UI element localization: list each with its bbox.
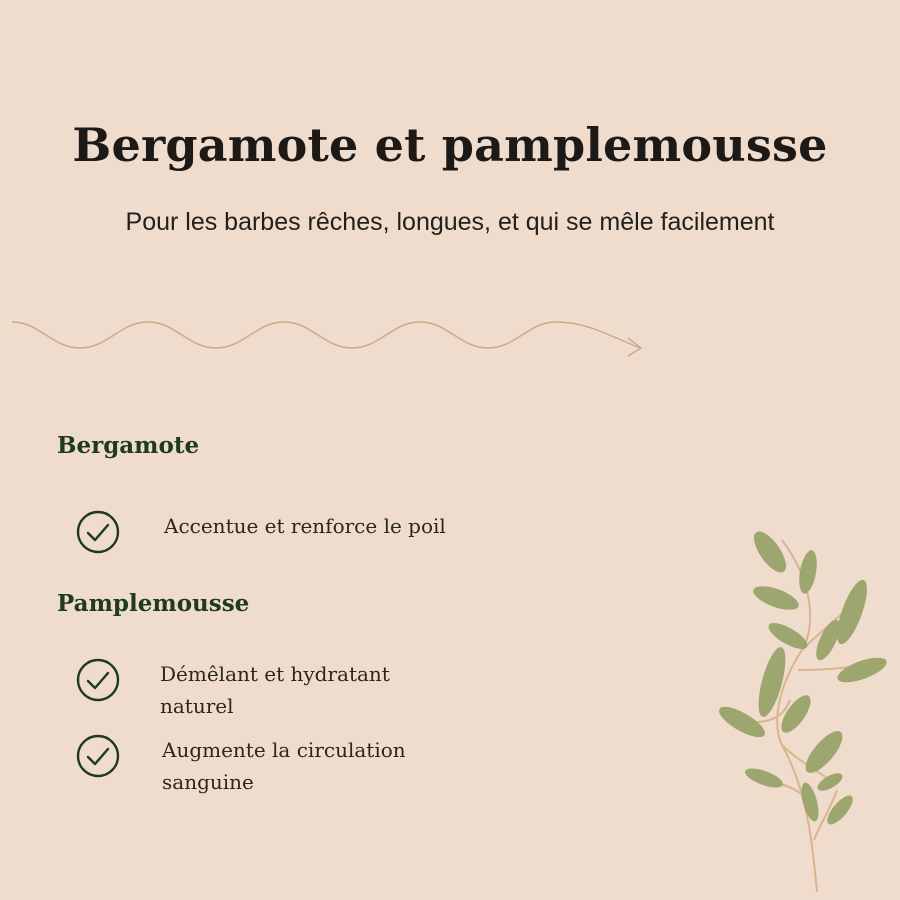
wavy-arrow-icon (12, 312, 652, 362)
list-item (76, 658, 450, 722)
check-circle-icon (76, 734, 120, 778)
page-subtitle: Pour les barbes rêches, longues, et qui se mêle facilement (125, 208, 775, 236)
page-title: Bergamote et pamplemousse (72, 118, 828, 172)
section-heading-bergamote: Bergamote (57, 432, 200, 459)
check-circle-icon (76, 510, 120, 554)
check-circle-icon (76, 658, 120, 702)
benefit-text: Augmente la circulation sanguine (162, 738, 406, 794)
benefit-text: Accentue et renforce le poil (164, 514, 446, 538)
leaf-branch-icon (712, 520, 892, 895)
section-heading-pamplemousse: Pamplemousse (57, 590, 250, 617)
list-item (76, 734, 452, 798)
list-item (76, 510, 454, 554)
benefit-text: Démêlant et hydratant naturel (160, 662, 390, 718)
